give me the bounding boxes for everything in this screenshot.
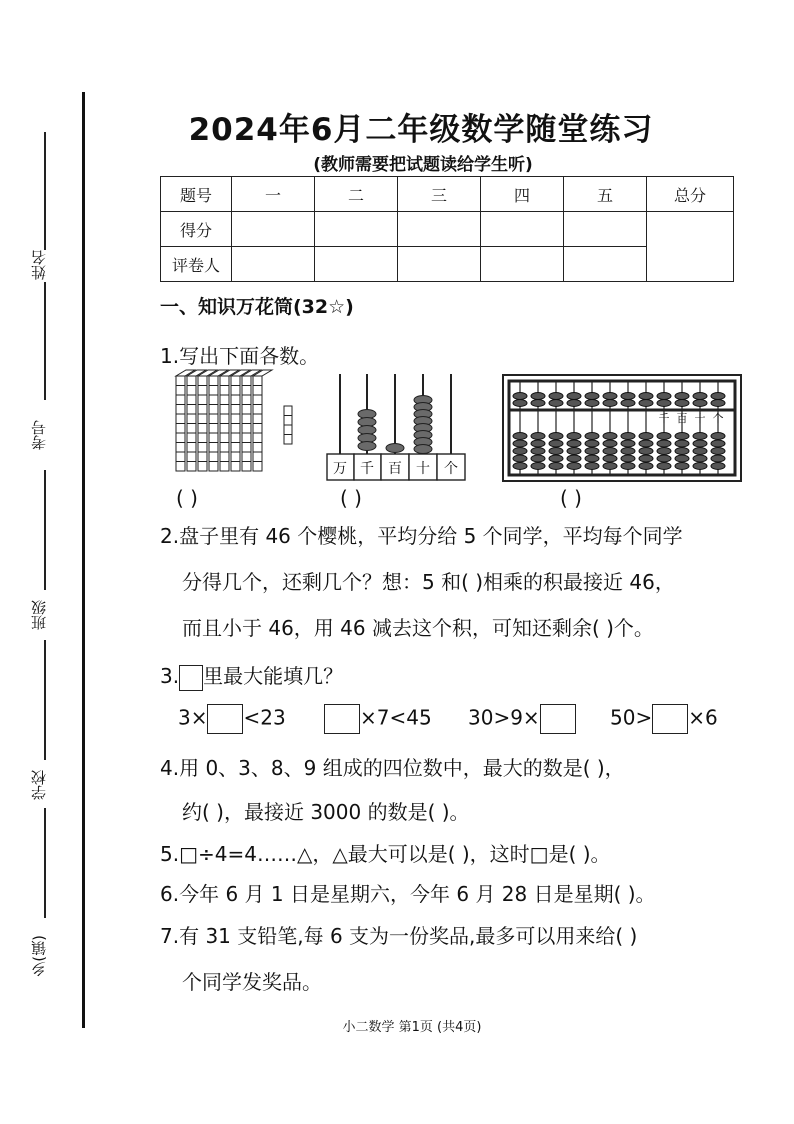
grader-cell[interactable] — [564, 247, 647, 282]
abacus-label-wan: 万 — [333, 461, 347, 477]
abacus-label-bai: 百 — [388, 461, 402, 477]
q3-expr-4 — [610, 704, 718, 734]
page-subtitle: (教师需要把试题读给学生听) — [313, 155, 533, 175]
q2-line3: 而且小于 46，用 46 减去这个积，可知还剩余( )个。 — [182, 616, 654, 640]
q3-box-symbol — [179, 665, 203, 691]
q1-answer-blank-3[interactable]: ( ) — [560, 486, 582, 510]
page-title: 2024年6月二年级数学随堂练习 — [188, 112, 654, 148]
q3-expr-1 — [178, 704, 286, 734]
school-line — [44, 640, 46, 760]
q5-text: 5.□÷4=4……△，△最大可以是( )，这时□是( )。 — [160, 842, 611, 866]
q1-answer-blank-1[interactable]: ( ) — [176, 486, 198, 510]
abacus-label-shi: 十 — [416, 461, 430, 477]
row-label-question: 题号 — [161, 177, 232, 212]
q3-e1-left: 3× — [178, 705, 208, 730]
q3-e1-right: <23 — [243, 705, 286, 730]
q3-number: 3. — [160, 664, 180, 688]
grader-cell[interactable] — [232, 247, 315, 282]
suanpan-label-qian: 千 — [658, 412, 670, 425]
total-cell[interactable] — [647, 212, 734, 282]
col-4: 四 — [481, 177, 564, 212]
row-label-score: 得分 — [161, 212, 232, 247]
q3-e2-box[interactable] — [324, 704, 360, 734]
q7-line1: 7.有 31 支铅笔,每 6 支为一份奖品,最多可以用来给( ) — [160, 924, 638, 948]
abacus-label-ge: 个 — [444, 461, 458, 477]
col-5: 五 — [564, 177, 647, 212]
q3-e4-left: 50> — [610, 705, 653, 730]
q4-line2: 约( )，最接近 3000 的数是( )。 — [182, 800, 470, 824]
score-cell[interactable] — [315, 212, 398, 247]
q3-expr-2 — [324, 704, 432, 734]
name-label: 姓名 — [30, 250, 48, 280]
q2-line1: 2.盘子里有 46 个樱桃，平均分给 5 个同学，平均每个同学 — [160, 524, 683, 548]
q2-line2: 分得几个，还剩几个？想：5 和( )相乘的积最接近 46， — [182, 570, 675, 594]
col-3: 三 — [398, 177, 481, 212]
suanpan-label-ge: 个 — [712, 412, 724, 425]
col-2: 二 — [315, 177, 398, 212]
page-footer: 小二数学 第1页 (共4页) — [342, 1020, 482, 1035]
binding-line — [82, 92, 85, 1028]
q7-line2: 个同学发奖品。 — [182, 970, 322, 994]
grader-cell[interactable] — [315, 247, 398, 282]
class-label: 班级 — [30, 600, 48, 630]
exam-no-label: 考号 — [30, 420, 48, 450]
suanpan-image — [502, 374, 742, 484]
exam-no-line — [44, 282, 46, 400]
score-table — [160, 176, 734, 282]
counting-abacus-image — [326, 370, 468, 482]
score-cell[interactable] — [481, 212, 564, 247]
q4-line1: 4.用 0、3、8、9 组成的四位数中，最大的数是( )， — [160, 756, 625, 780]
q3-e4-box[interactable] — [652, 704, 688, 734]
q3-e4-right: ×6 — [688, 705, 718, 730]
school-label: 学校 — [30, 770, 48, 800]
q3-text — [160, 660, 343, 691]
col-total: 总分 — [647, 177, 734, 212]
score-cell[interactable] — [398, 212, 481, 247]
col-1: 一 — [232, 177, 315, 212]
class-line — [44, 470, 46, 590]
q3-e1-box[interactable] — [207, 704, 243, 734]
q3-expr-3 — [468, 704, 576, 734]
abacus-label-qian: 千 — [360, 461, 374, 477]
row-label-grader: 评卷人 — [161, 247, 232, 282]
base-ten-blocks-image — [170, 368, 300, 480]
suanpan-label-shi: 十 — [694, 412, 706, 425]
town-label: 乡(镇) — [30, 935, 48, 977]
q1-text: 1.写出下面各数。 — [160, 344, 320, 368]
q1-answer-blank-2[interactable]: ( ) — [340, 486, 362, 510]
q3-e2-right: ×7<45 — [360, 705, 432, 730]
q3-e3-left: 30>9× — [468, 705, 540, 730]
town-line — [44, 808, 46, 918]
section-title: 一、知识万花筒(32☆) — [160, 296, 354, 318]
suanpan-label-bai: 百 — [676, 412, 688, 425]
q6-text: 6.今年 6 月 1 日是星期六，今年 6 月 28 日是星期( )。 — [160, 882, 656, 906]
grader-cell[interactable] — [398, 247, 481, 282]
score-cell[interactable] — [564, 212, 647, 247]
q3-e3-box[interactable] — [540, 704, 576, 734]
score-cell[interactable] — [232, 212, 315, 247]
grader-cell[interactable] — [481, 247, 564, 282]
q3-prompt: 里最大能填几？ — [203, 664, 344, 688]
